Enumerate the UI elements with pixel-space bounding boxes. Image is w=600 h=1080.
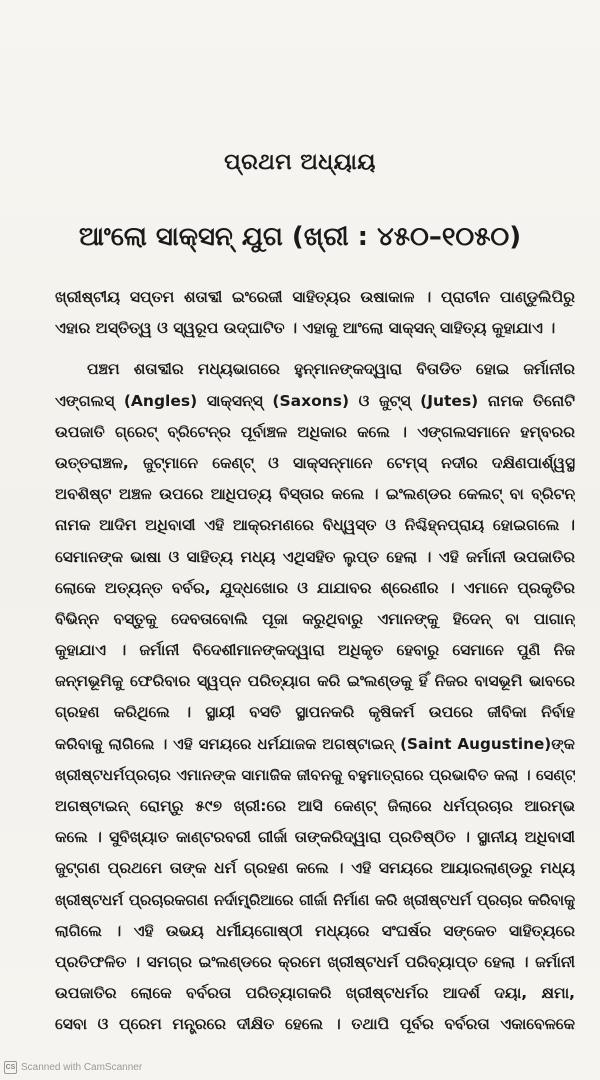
paragraph-2-line: ଲୋକେ ଅତ୍ୟନ୍ତ ବର୍ବର, ଯୁଦ୍ଧଖୋର ଓ ଯାଯାବର ଶ୍ରେଣୀର । ଏମାନେ ପ୍ରକୃତିର <box>55 578 575 597</box>
paragraph-2-line: କୁହାଯାଏ । ଜର୍ମାନୀ ବିଦେଶୀମାନଙ୍କଦ୍ୱାରା ଅଧିକୃତ ହେବାରୁ ସେମାନେ ପୁଣି ନିଜ <box>55 641 575 660</box>
paragraph-2-line: ଉପଜାତି ଗ୍ରେଟ୍ ବ୍ରିଟେନ୍‌ର ପୂର୍ବାଞ୍ଚଳ ଅଧିକାର କଲେ । ଏଙ୍ଗଲସମାନେ ହମ୍ବରର <box>55 422 575 441</box>
paragraph-2-line: ଉପଜାତିର ଲୋକେ ବର୍ବରତା ପରିତ୍ୟାଗକରି ଖ୍ରୀଷ୍ଟଧର୍ମର ଆଦର୍ଶ ଦୟା, କ୍ଷମା, <box>55 984 575 1003</box>
paragraph-2-line: ସେବା ଓ ପ୍ରେମ ମନ୍ତ୍ରରେ ଦୀକ୍ଷିତ ହେଲେ । ତଥାପି ପୂର୍ବର ବର୍ବରତା ଏକାବେଳକେ <box>55 1015 575 1034</box>
paragraph-2-line: ବିଭିନ୍ନ ବସ୍ତୁକୁ ଦେବତାବୋଲି ପୂଜା କରୁଥିବାରୁ ଏମାନଙ୍କୁ ହିଦେନ୍ ବା ପାଗାନ୍ <box>55 609 575 628</box>
paragraph-2-line: ପଞ୍ଚମ ଶତାବ୍ଦୀର ମଧ୍ୟଭାଗରେ ହୁନ୍‌ମାନଙ୍କଦ୍ୱାରା ବିତାଡିତ ହୋଇ ଜର୍ମାନୀର <box>87 360 575 379</box>
paragraph-1-line: ଖ୍ରୀଷ୍ଟୀୟ ସପ୍ତମ ଶତାବ୍ଦୀ ଇଂରେଜୀ ସାହିତ୍ୟର ଉଷାକାଳ । ପ୍ରାଚୀନ ପାଣ୍ଡୁଲିପିରୁ <box>55 288 575 306</box>
paragraph-2-line: ଖ୍ରୀଷ୍ଟଧର୍ମ ପ୍ରଚାରକଗଣ ନର୍ଦାମ୍ବ୍ରିଆରେ ଗୀର୍ଜା ନିର୍ମାଣ କରି ଖ୍ରୀଷ୍ଟଧର୍ମ ପ୍ରଚାର କରିବାକୁ <box>55 890 575 909</box>
paragraph-2-line: ନାମକ ଆଦିମ ଅଧିବାସୀ ଏହି ଆକ୍ରମଣରେ ବିଧ୍ୱସ୍ତ ଓ ନିଶ୍ଚିହ୍ନପ୍ରାୟ ହୋଇଗଲେ । <box>55 516 575 535</box>
paragraph-2-line: ଏଙ୍ଗଲସ୍ (Angles) ସାକ୍ସନ୍‌ସ୍ (Saxons) ଓ ଜୁଟ୍‌ସ୍ (Jutes) ନାମକ ତିନୋଟି <box>55 391 575 410</box>
paragraph-2-line: ଜନ୍ମଭୂମିକୁ ଫେରିବାର ସ୍ୱପ୍ନ ପରିତ୍ୟାଗ କରି ଇଂଲଣ୍ଡକୁ ହିଁ ନିଜର ବାସଭୂମି ଭାବରେ <box>55 672 575 691</box>
paragraph-2-line: ଜୁଟ୍‌ଗଣ ପ୍ରଥମେ ତାଙ୍କ ଧର୍ମ ଗ୍ରହଣ କଲେ । ଏହି ସମୟରେ ଆୟାରଲାଣ୍ଡରୁ ମଧ୍ୟ <box>55 859 575 878</box>
paragraph-2-line: ପ୍ରତିଫଳିତ । ସମଗ୍ର ଇଂଲଣ୍ଡରେ କ୍ରମେ ଖ୍ରୀଷ୍ଟଧର୍ମ ପରିବ୍ୟାପ୍ତ ହେଲା । ଜର୍ମାନୀ <box>55 952 575 971</box>
paragraph-2-line: ଅଗଷ୍ଟାଇନ୍ ରୋମ୍‌ରୁ ୫୯୭ ଖ୍ରୀ:ରେ ଆସି କେଣ୍ଟ୍ ଜିଲାରେ ଧର୍ମପ୍ରଚାର ଆରମ୍ଭ <box>55 797 575 815</box>
scanner-watermark <box>4 1061 142 1074</box>
paragraph-2-line: ଗ୍ରହଣ କରିଥିଲେ । ସ୍ଥାୟୀ ବସତି ସ୍ଥାପନକରି କୃଷିକର୍ମ ଉପରେ ଜୀବିକା ନିର୍ବାହ <box>55 703 575 722</box>
paragraph-2-line: କଲେ । ସୁବିଖ୍ୟାତ କାଣ୍ଟରବରୀ ଗୀର୍ଜା ତାଙ୍କରିଦ୍ୱାରା ପ୍ରତିଷ୍ଠିତ । ସ୍ଥାନୀୟ ଅଧିବାସୀ <box>55 828 575 847</box>
paragraph-2-line: ସେମାନଙ୍କ ଭାଷା ଓ ସାହିତ୍ୟ ମଧ୍ୟ ଏଥିସହିତ ଲୁପ୍ତ ହେଲା । ଏହି ଜର୍ମାନୀ ଉପଜାତିର <box>55 547 575 566</box>
paragraph-2-line: ଲାଗିଲେ । ଏହି ଉଭୟ ଧର୍ମୀୟଗୋଷ୍ଠୀ ମଧ୍ୟରେ ସଂଘର୍ଷର ସଙ୍କେତ ସାହିତ୍ୟରେ <box>55 921 575 940</box>
paragraph-2-line: ଖ୍ରୀଷ୍ଟଧର୍ମପ୍ରଚାର ଏମାନଙ୍କ ସାମାଜିକ ଜୀବନକୁ ବହୁମାତ୍ରାରେ ପ୍ରଭାବିତ କଲା । ସେଣ୍ଟ୍ <box>55 765 575 784</box>
chapter-heading: ପ୍ରଥମ ଅଧ୍ୟାୟ <box>224 150 376 175</box>
camscanner-logo-icon: CS <box>4 1061 17 1074</box>
section-title: ଆଂଲୋ ସାକ୍ସନ୍ ଯୁଗ (ଖ୍ରୀ : ୪୫୦–୧୦୫୦) <box>78 222 522 252</box>
paragraph-2-line: କରିବାକୁ ଲାଗିଲେ । ଏହି ସମୟରେ ଧର୍ମଯାଜକ ଅଗଷ୍ଟାଇନ୍ (Saint Augustine)ଙ୍କ <box>55 734 575 753</box>
scanner-watermark-text: Scanned with CamScanner <box>21 1062 143 1073</box>
paragraph-2-line: ଅବଶିଷ୍ଟ ଅଞ୍ଚଳ ଉପରେ ଆଧିପତ୍ୟ ବିସ୍ତାର କଲେ । ଇଂଲଣ୍ଡର କେଲଟ୍ ବା ବ୍ରିଟନ୍ <box>55 485 575 504</box>
body-text <box>55 282 575 1041</box>
paragraph-2-line: ଉତ୍ତରାଞ୍ଚଳ, ଜୁଟ୍‌ମାନେ କେଣ୍ଟ୍ ଓ ସାକ୍ସନ୍‌ମାନେ ଟେମ୍‌ସ୍ ନଦୀର ଦକ୍ଷିଣପାର୍ଶ୍ୱସ୍ଥ <box>55 453 575 472</box>
paragraph-1-line: ଏହାର ଅସ୍ତିତ୍ୱ ଓ ସ୍ୱରୂପ ଉଦ୍‌ଘାଟିତ । ଏହାକୁ ଆଂଲୋ ସାକ୍ସନ୍ ସାହିତ୍ୟ କୁହାଯାଏ । <box>55 319 556 338</box>
